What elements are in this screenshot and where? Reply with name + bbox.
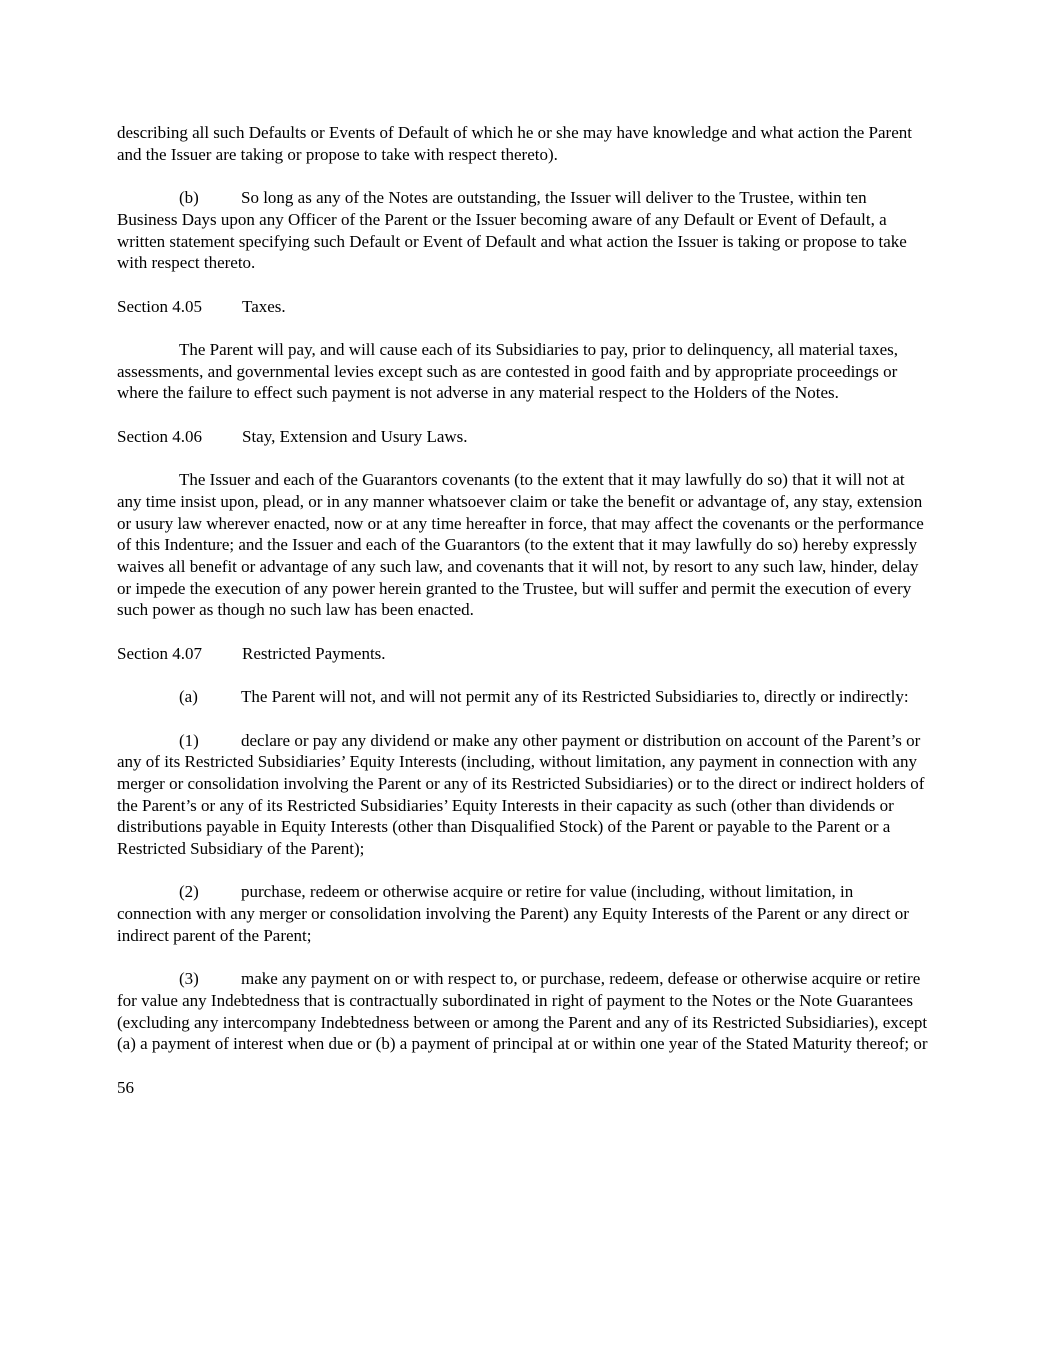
item-number: (1)	[179, 730, 199, 750]
paragraph-text: The Issuer and each of the Guarantors covenants (to the extent that it may lawfully do so) that it will not at any time insist upon, plead, or in any manner whatsoever claim or take the benefit or advantage of, any stay, extension or usury law wherever enacted, now or at any time hereafter in force, that may affect the covenants or the performance of this Indenture; and the Issuer and each of the Guarantors (to the extent that it may lawfully do so) hereby expressly waives all benefit or advantage of any such law, and covenants that it will not, by resort to any such law, hinder, delay or impede the execution of any power herein granted to the Trustee, but will suffer and permit the execution of every such power as though no such law has been enacted.	[117, 470, 924, 620]
section-number: Section 4.07	[117, 643, 202, 663]
paragraph-text: describing all such Defaults or Events of Default of which he or she may have knowledge and what action the Parent and the Issuer are taking or propose to take with respect thereto).	[117, 123, 912, 164]
paragraph-label: (b)	[179, 188, 199, 208]
list-item-3	[117, 968, 931, 1055]
paragraph-label: (a)	[179, 687, 198, 707]
paragraph-continuation	[117, 122, 931, 165]
section-number: Section 4.05	[117, 296, 202, 316]
section-heading-4-05	[117, 296, 931, 318]
list-item-1	[117, 730, 931, 860]
paragraph-text: So long as any of the Notes are outstanding, the Issuer will deliver to the Trustee, within ten Business Days upon any Officer of the Parent or the Issuer becoming aware of any Default or Event of Default, a written statement specifying such Default or Event of Default and what action the Issuer is taking or propose to take with respect thereto.	[117, 188, 907, 273]
paragraph-taxes	[117, 339, 931, 404]
page-number: 56	[117, 1077, 134, 1097]
paragraph-a	[117, 686, 931, 708]
paragraph-text: The Parent will pay, and will cause each of its Subsidiaries to pay, prior to delinquency, all material taxes, assessments, and governmental levies except such as are contested in good faith and by appropriate proceedings or where the failure to effect such payment is not adverse in any material respect to the Holders of the Notes.	[117, 339, 898, 403]
section-title: Stay, Extension and Usury Laws.	[242, 426, 468, 446]
paragraph-text: The Parent will not, and will not permit any of its Restricted Subsidiaries to, directly or indirectly:	[241, 687, 909, 707]
section-number: Section 4.06	[117, 426, 202, 446]
item-text: declare or pay any dividend or make any other payment or distribution on account of the Parent’s or any of its Restricted Subsidiaries’ Equity Interests (including, without limitation, any payment in connection with any merger or consolidation involving the Parent or any of its Restricted Subsidiaries) or to the direct or indirect holders of the Parent’s or any of its Restricted Subsidiaries’ Equity Interests in their capacity as such (other than dividends or distributions payable in Equity Interests (other than Disqualified Stock) of the Parent or payable to the Parent or a Restricted Subsidiary of the Parent);	[117, 730, 925, 859]
section-heading-4-07	[117, 643, 931, 665]
item-text: make any payment on or with respect to, or purchase, redeem, defease or otherwise acquire or retire for value any Indebtedness that is contractually subordinated in right of payment to the Notes or the Note Guarantees (excluding any intercompany Indebtedness between or among the Parent and any of its Restricted Subsidiaries), except (a) a payment of interest when due or (b) a payment of principal at or within one year of the Stated Maturity thereof; or	[117, 969, 928, 1054]
paragraph-b	[117, 187, 931, 274]
section-heading-4-06	[117, 426, 931, 448]
item-text: purchase, redeem or otherwise acquire or retire for value (including, without limitation, in connection with any merger or consolidation involving the Parent) any Equity Interests of the Parent or any direct or indirect parent of the Parent;	[117, 882, 909, 945]
item-number: (2)	[179, 882, 199, 902]
item-number: (3)	[179, 969, 199, 989]
section-title: Restricted Payments.	[242, 643, 386, 663]
paragraph-stay-extension	[117, 469, 931, 621]
list-item-2	[117, 881, 931, 946]
section-title: Taxes.	[242, 296, 286, 316]
